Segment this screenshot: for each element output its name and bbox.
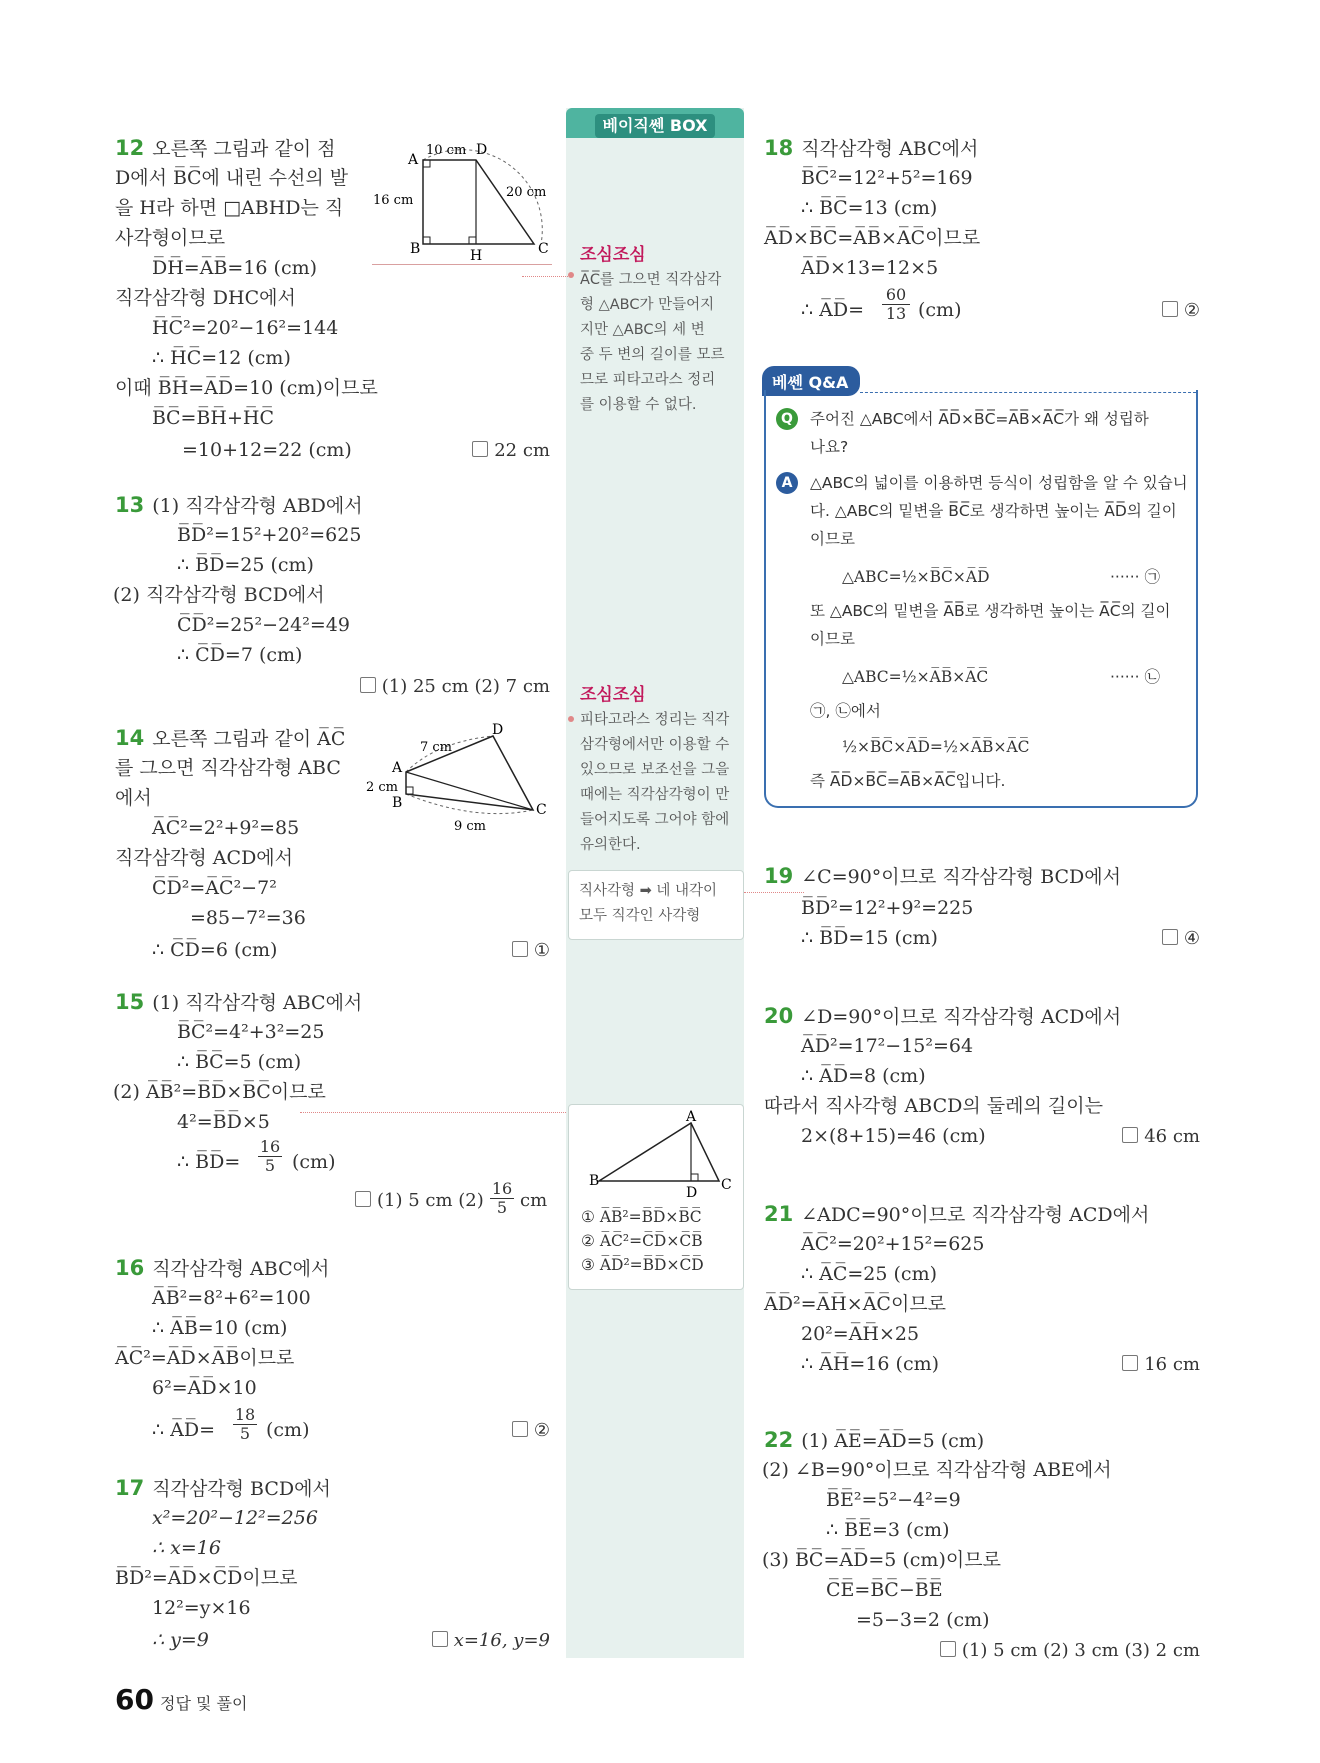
- answer: 46 cm: [1100, 1126, 1200, 1147]
- answer: ④: [1140, 928, 1200, 949]
- trapezoid-figure: [368, 136, 558, 266]
- answer: ①: [480, 940, 550, 961]
- page-number: 60: [115, 1683, 154, 1716]
- svg-text:C: C: [538, 241, 549, 257]
- svg-text:10 cm: 10 cm: [426, 143, 467, 158]
- svg-text:20 cm: 20 cm: [506, 185, 547, 200]
- svg-text:B: B: [410, 241, 421, 257]
- answer: ②: [490, 1420, 550, 1441]
- problem-number: 12: [115, 136, 145, 160]
- svg-text:A: A: [408, 152, 419, 168]
- right-triangle-note-box: A B C D ① A̅B̅²=B̅D̅×B̅C̅ ② A̅C̅²=C̅D̅×C̅B̅ ③ A̅D̅²=B̅D̅×C̅D̅: [568, 1104, 744, 1290]
- answer: 16 cm: [1100, 1354, 1200, 1375]
- svg-text:7 cm: 7 cm: [420, 740, 453, 755]
- question-icon: Q: [776, 408, 798, 430]
- rectangle-note-box: 직사각형 ➡ 네 내각이 모두 직각인 사각형: [568, 870, 744, 940]
- svg-text:2 cm: 2 cm: [366, 780, 399, 795]
- answer: (1) 5 cm (2) 3 cm (3) 2 cm: [920, 1640, 1200, 1661]
- quadrilateral-figure: [366, 722, 556, 842]
- svg-text:D: D: [686, 1185, 698, 1201]
- answer: ②: [1140, 300, 1200, 321]
- svg-text:C: C: [536, 802, 547, 818]
- answer-icon: A: [776, 472, 798, 494]
- svg-text:16 cm: 16 cm: [373, 193, 414, 208]
- box-title-tab: 베이직쎈 BOX: [566, 108, 744, 138]
- answer: 22 cm: [460, 440, 550, 461]
- svg-text:B: B: [392, 795, 403, 811]
- svg-text:A: A: [686, 1109, 697, 1125]
- svg-text:9 cm: 9 cm: [454, 819, 487, 834]
- svg-text:H: H: [470, 248, 483, 264]
- answer: (1) 5 cm (2): [355, 1190, 484, 1211]
- page-label: 정답 및 풀이: [160, 1694, 248, 1713]
- svg-text:D: D: [476, 142, 488, 158]
- answer: (1) 25 cm (2) 7 cm: [340, 676, 550, 697]
- svg-text:A: A: [392, 760, 403, 776]
- svg-text:D: D: [492, 722, 504, 738]
- qa-tag: 베쎈 Q&A: [762, 366, 860, 396]
- answer: x=16, y=9: [400, 1630, 550, 1651]
- svg-text:B: B: [589, 1173, 600, 1189]
- svg-text:C: C: [721, 1177, 732, 1193]
